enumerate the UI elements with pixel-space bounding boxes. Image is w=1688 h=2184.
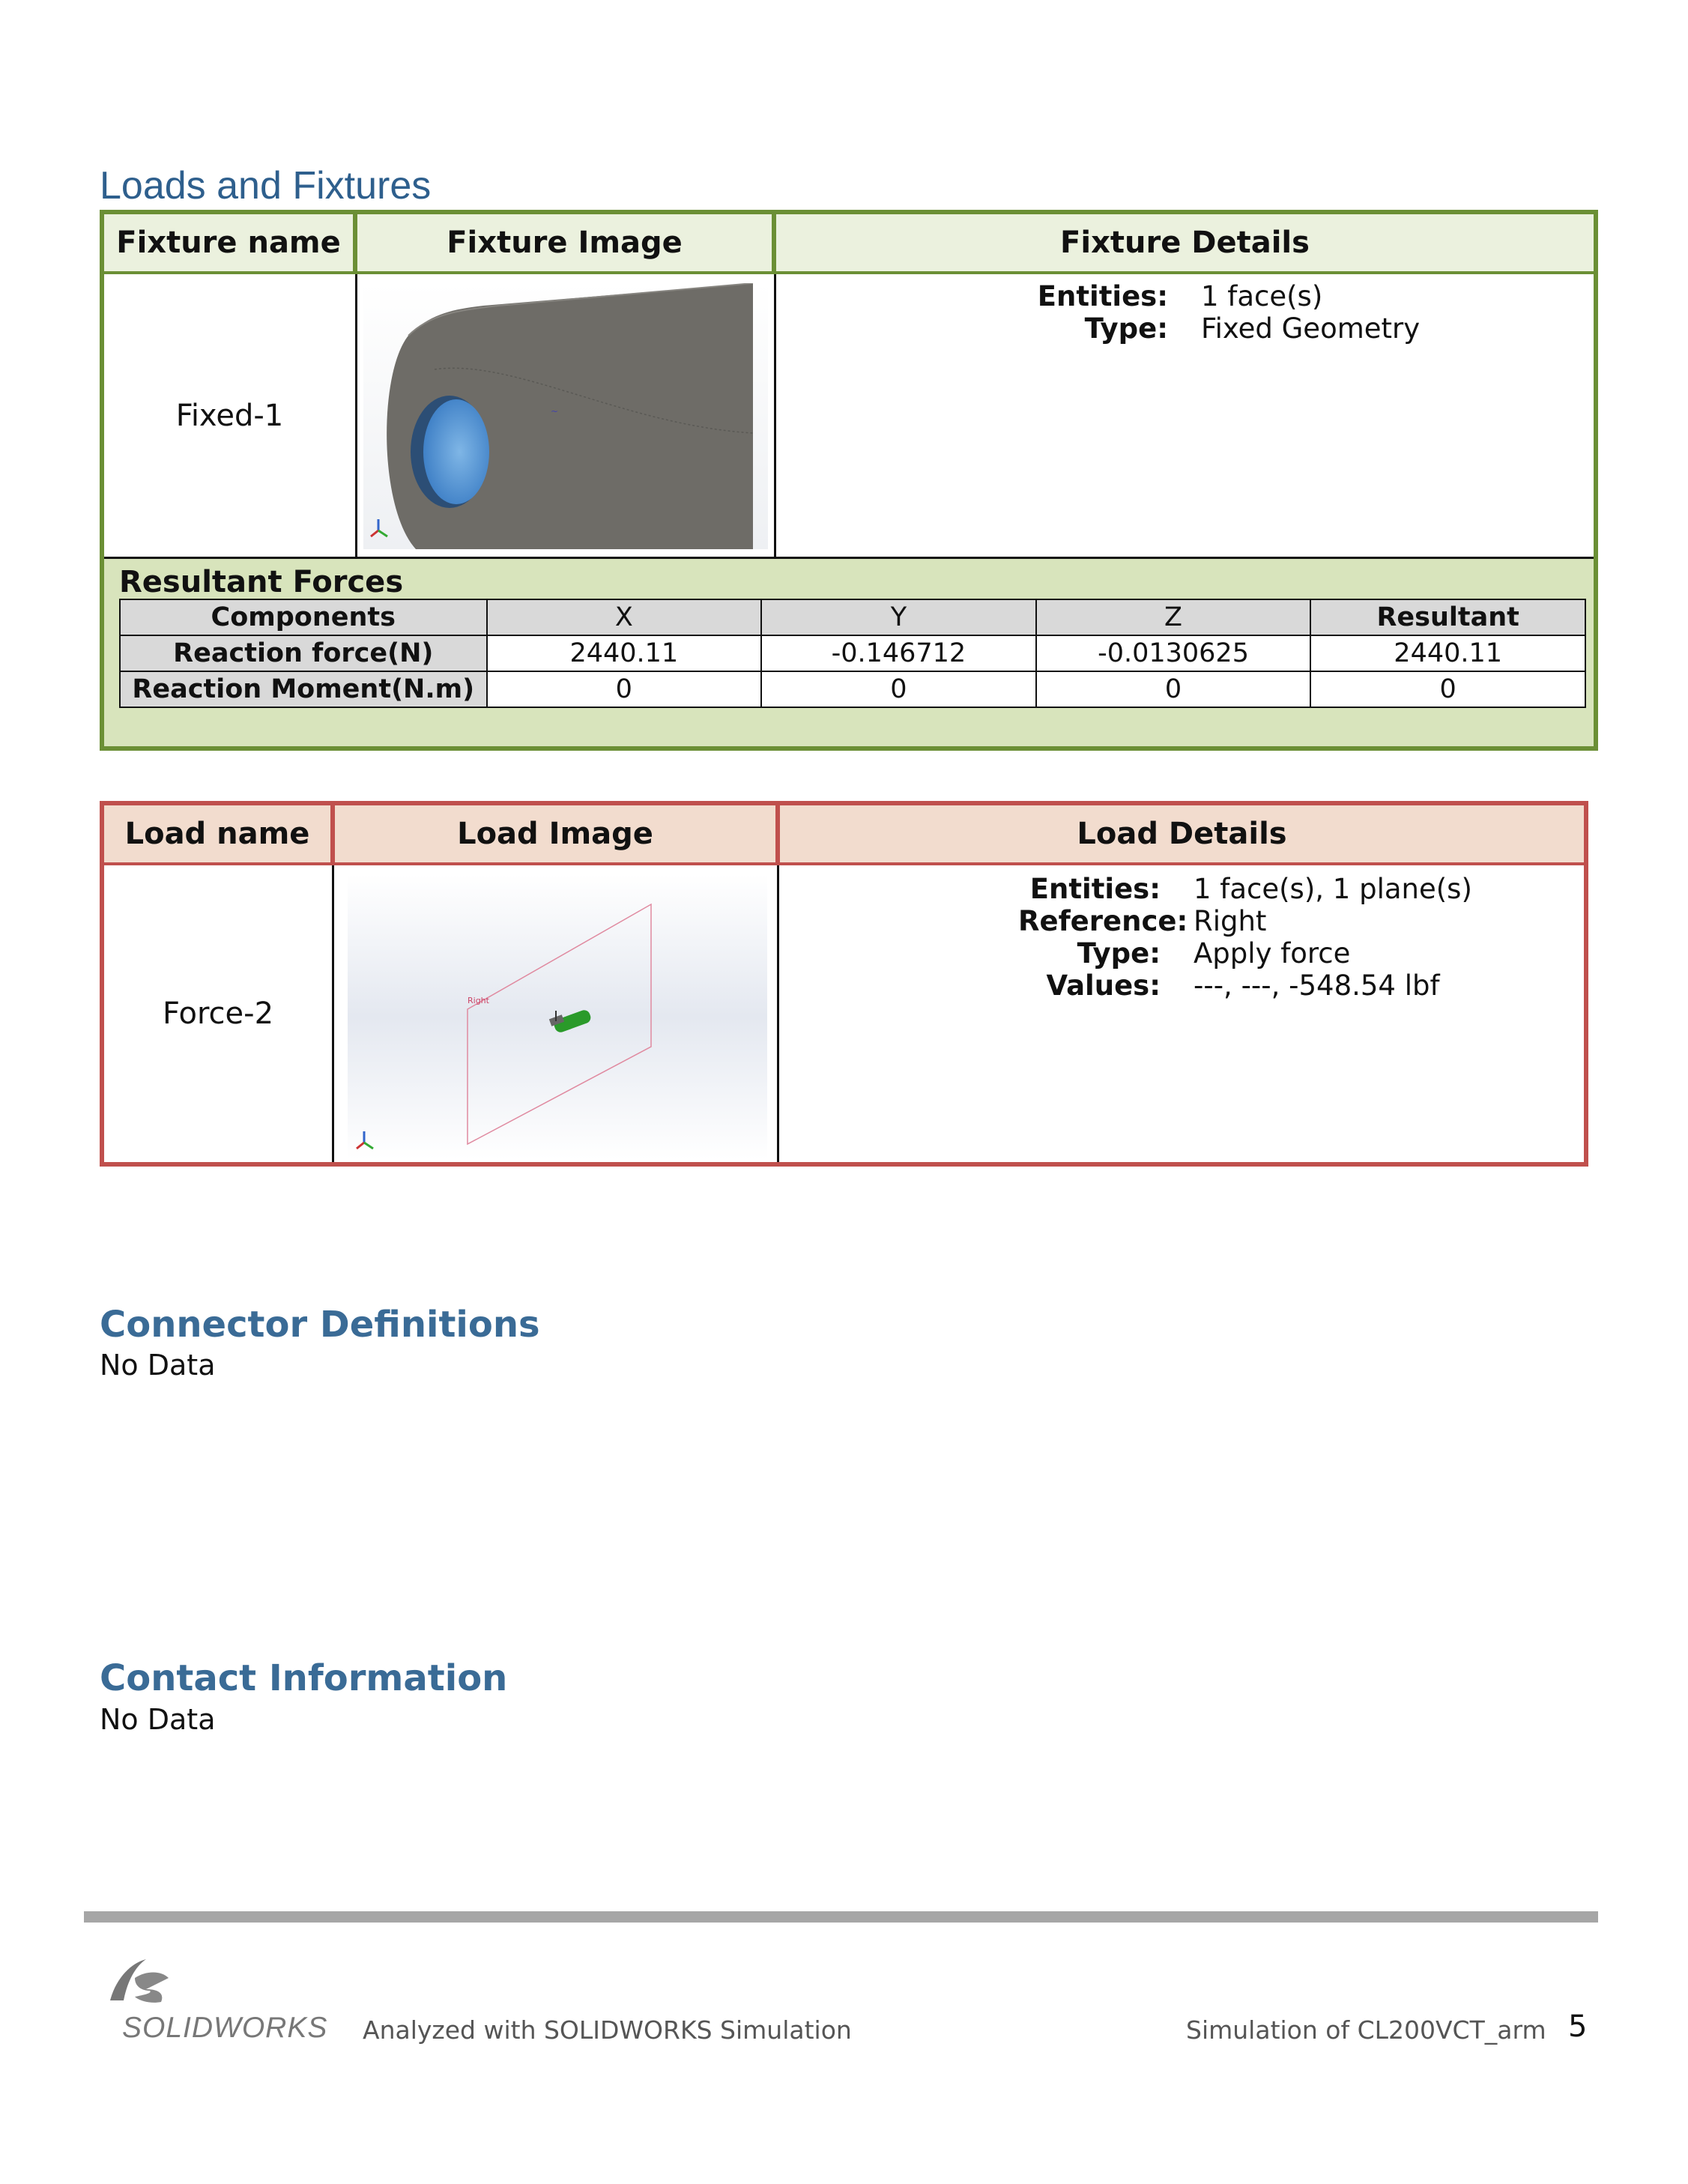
column-header-z: Z — [1036, 599, 1311, 635]
fixture-type-label: Type: — [1084, 312, 1168, 345]
table-row — [120, 635, 1585, 671]
resultant-forces-table — [119, 599, 1586, 708]
resultant-forces-title: Resultant Forces — [119, 565, 404, 599]
footer-right-text: Simulation of CL200VCT_arm — [1186, 2015, 1546, 2045]
contact-no-data: No Data — [100, 1703, 216, 1736]
cell-z: -0.0130625 — [1036, 635, 1311, 671]
cell-y: -0.146712 — [761, 635, 1036, 671]
load-entities-value: 1 face(s), 1 plane(s) — [1194, 873, 1472, 905]
ds-logo-icon — [101, 1948, 191, 2008]
connectors-no-data: No Data — [100, 1349, 216, 1382]
load-type-value: Apply force — [1194, 937, 1351, 970]
svg-text:~: ~ — [551, 406, 559, 417]
fixture-details — [1026, 280, 1420, 345]
load-values-label: Values: — [1046, 970, 1161, 1002]
load-details — [1018, 873, 1472, 1002]
column-header-y: Y — [761, 599, 1036, 635]
cell-z: 0 — [1036, 671, 1311, 707]
section-title-connectors: Connector Definitions — [100, 1304, 540, 1346]
footer-left-text: Analyzed with SOLIDWORKS Simulation — [363, 2015, 852, 2045]
load-values-value: ---, ---, -548.54 lbf — [1194, 970, 1440, 1002]
table-row — [120, 599, 1585, 635]
load-details-header: Load Details — [780, 805, 1584, 862]
fixture-name: Fixed-1 — [175, 398, 284, 433]
column-header-x: X — [487, 599, 762, 635]
load-image — [348, 874, 767, 1159]
section-title-contact: Contact Information — [100, 1657, 508, 1699]
row-label: Reaction Moment(N.m) — [120, 671, 487, 707]
cell-y: 0 — [761, 671, 1036, 707]
table-row — [120, 671, 1585, 707]
row-label: Reaction force(N) — [120, 635, 487, 671]
fixture-entities-value: 1 face(s) — [1201, 280, 1323, 312]
fixture-name-header: Fixture name — [104, 214, 353, 271]
cell-x: 0 — [487, 671, 762, 707]
load-type-label: Type: — [1077, 937, 1161, 970]
column-header-resultant: Resultant — [1310, 599, 1585, 635]
cell-resultant: 0 — [1310, 671, 1585, 707]
load-reference-label: Reference: — [1018, 905, 1188, 937]
load-table — [100, 801, 1588, 1167]
load-image-header: Load Image — [335, 805, 775, 862]
load-name: Force-2 — [162, 996, 274, 1031]
load-reference-value: Right — [1194, 905, 1267, 937]
fixture-image — [363, 283, 768, 549]
column-header-components: Components — [120, 599, 487, 635]
solidworks-logo: SOLIDWORKS — [122, 2012, 328, 2044]
fixture-image-header: Fixture Image — [357, 214, 772, 271]
svg-text:Right: Right — [468, 996, 489, 1005]
page-number: 5 — [1568, 2009, 1588, 2044]
section-title-loads: Loads and Fixtures — [100, 164, 432, 208]
fixture-table — [100, 210, 1598, 751]
fixture-entities-label: Entities: — [1037, 280, 1168, 312]
cell-x: 2440.11 — [487, 635, 762, 671]
cell-resultant: 2440.11 — [1310, 635, 1585, 671]
fixture-details-header: Fixture Details — [776, 214, 1594, 271]
footer-rule — [84, 1911, 1598, 1923]
load-name-header: Load name — [104, 805, 330, 862]
load-entities-label: Entities: — [1029, 873, 1161, 905]
fixture-type-value: Fixed Geometry — [1201, 312, 1421, 345]
